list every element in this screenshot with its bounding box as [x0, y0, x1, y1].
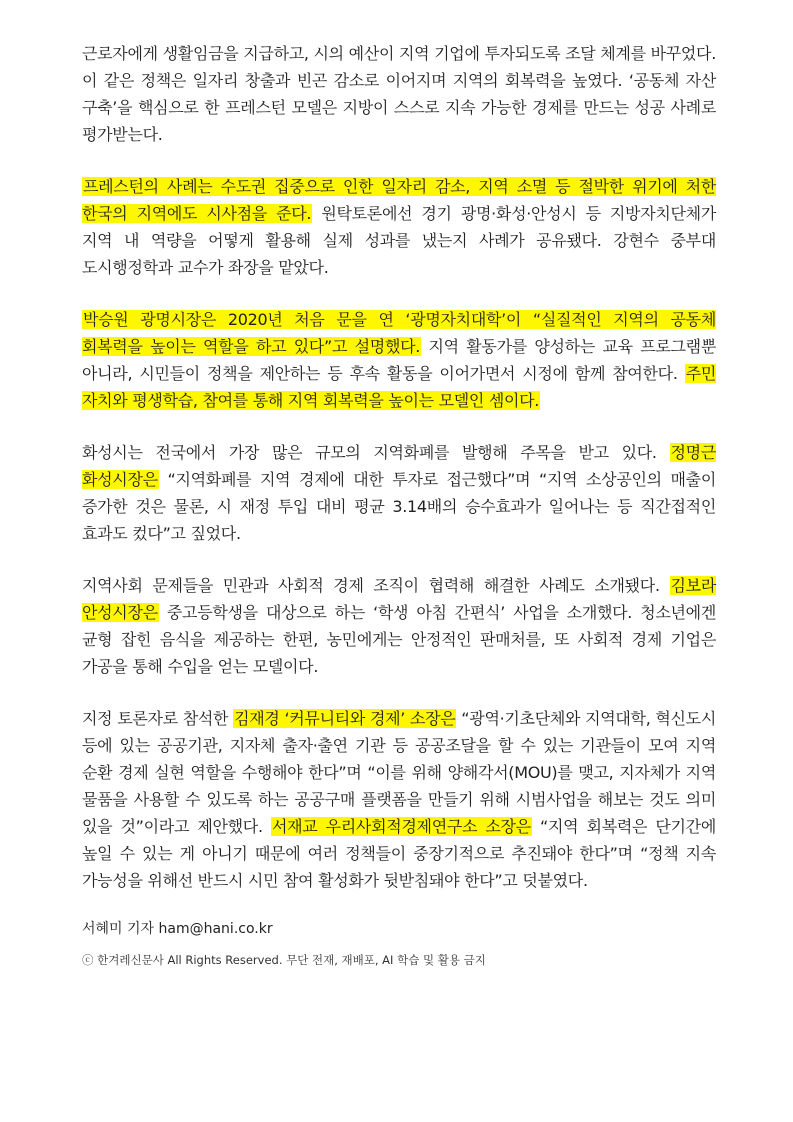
- article-paragraph: [82, 306, 716, 414]
- highlighted-text: 프레스턴의 사례는 수도권 집중으로 인한 일자리 감소, 지역 소멸 등 절박한 위기에 처한 한국의 지역에도 시사점을 준다.: [82, 177, 716, 223]
- article-paragraphs: [82, 40, 716, 894]
- paragraph-text: 근로자에게 생활임금을 지급하고, 시의 예산이 지역 기업에 투자되도록 조달 체계를 바꾸었다. 이 같은 정책은 일자리 창출과 빈곤 감소로 이어지며 지역의 회복력을 높였다. ‘공동체 자산 구축’을 핵심으로 한 프레스턴 모델은 지방이 스스로 지속 가능한 경제를 만드는 성공 사례로 평가받는다.: [82, 44, 716, 144]
- paragraph-text: “지역 회복력은 단기간에 높일 수 있는 게 아니기 때문에 여러 정책들이 중장기적으로 추진돼야 한다”며 “정책 지속 가능성을 위해선 반드시 시민 참여 활성화가 뒷받침돼야 한다”고 덧붙였다.: [82, 817, 716, 890]
- article-paragraph: [82, 40, 716, 148]
- paragraph-text: “지역화폐를 지역 경제에 대한 투자로 접근했다”며 “지역 소상공인의 매출이 증가한 것은 물론, 시 재정 투입 대비 평균 3.14배의 승수효과가 일어나는 등 직간접적인 효과도 컸다”고 짚었다.: [82, 470, 716, 543]
- article-paragraph: [82, 705, 716, 894]
- article-paragraph: [82, 572, 716, 680]
- highlighted-text: 박승원 광명시장은 2020년 처음 문을 연 ‘광명자치대학’이 “실질적인 지역의 공동체 회복력을 높이는 역할을 하고 있다”고 설명했다.: [82, 310, 716, 356]
- highlighted-text: 김보라 안성시장은: [82, 576, 716, 622]
- highlighted-text: 서재교 우리사회적경제연구소 소장은: [271, 817, 531, 836]
- article-paragraph: [82, 173, 716, 281]
- paragraph-text: 지역사회 문제들을 민관과 사회적 경제 조직이 협력해 해결한 사례도 소개됐다.: [82, 576, 670, 595]
- highlighted-text: 정명근 화성시장은: [82, 443, 716, 489]
- paragraph-text: “광역·기초단체와 지역대학, 혁신도시 등에 있는 공공기관, 지자체 출자·출연 기관 등 공공조달을 할 수 있는 기관들이 모여 지역 순환 경제 실현 역할을 수행해야 한다”며 “이를 위해 양해각서(MOU)를 맺고, 지자체가 지역 물품을 사용할 수 있도록 하는 공공구매 플랫폼을 만들기 위해 시범사업을 해보는 것도 의미 있을 것”이라고 제안했다.: [82, 709, 716, 836]
- highlighted-text: 주민 자치와 평생학습, 참여를 통해 지역 회복력을 높이는 모델인 셈이다.: [82, 364, 716, 410]
- paragraph-text: 화성시는 전국에서 가장 많은 규모의 지역화폐를 발행해 주목을 받고 있다.: [82, 443, 670, 462]
- paragraph-text: 원탁토론에선 경기 광명·화성·안성시 등 지방자치단체가 지역 내 역량을 어떻게 활용해 실제 성과를 냈는지 사례가 공유됐다. 강현수 중부대 도시행정학과 교수가 좌장을 맡았다.: [82, 204, 716, 277]
- paragraph-text: 지역 활동가를 양성하는 교육 프로그램뿐 아니라, 시민들이 정책을 제안하는 등 후속 활동을 이어가면서 시정에 함께 참여한다.: [82, 337, 716, 383]
- highlighted-text: 김재경 ‘커뮤니티와 경제’ 소장은: [234, 709, 456, 728]
- copyright-notice: ⓒ 한겨레신문사 All Rights Reserved. 무단 전재, 재배포, AI 학습 및 활용 금지: [82, 953, 486, 967]
- article-paragraph: [82, 439, 716, 547]
- paragraph-text: 지정 토론자로 참석한: [82, 709, 234, 728]
- byline: 서혜미 기자 ham@hani.co.kr: [82, 921, 273, 937]
- paragraph-text: 중고등학생을 대상으로 하는 ‘학생 아침 간편식’ 사업을 소개했다. 청소년에겐 균형 잡힌 음식을 제공하는 한편, 농민에게는 안정적인 판매처를, 또 사회적 경제 기업은 가공을 통해 수입을 얻는 모델이다.: [82, 603, 716, 676]
- article-body: [82, 40, 716, 969]
